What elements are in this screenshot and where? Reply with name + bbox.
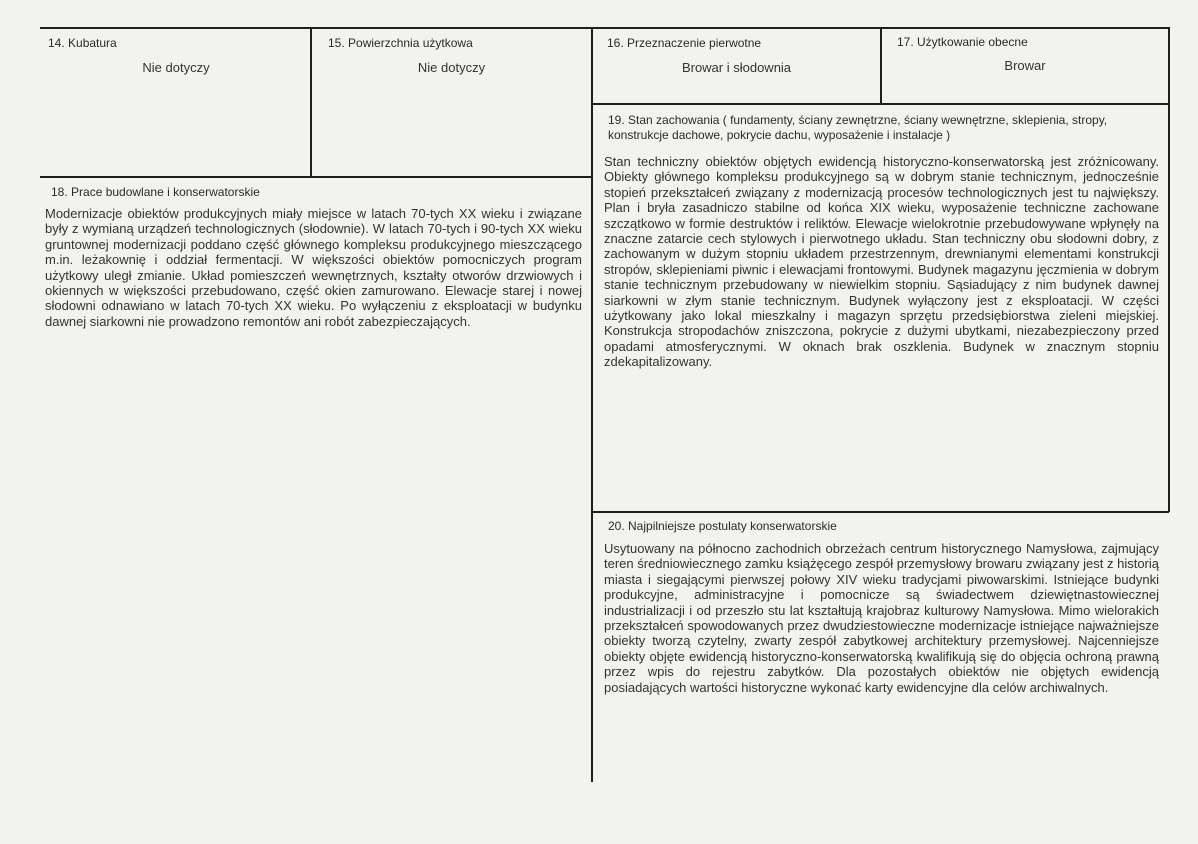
field-16-label: 16. Przeznaczenie pierwotne [607,36,762,50]
field-14-label: 14. Kubatura [48,36,117,50]
field-18-label: 18. Prace budowlane i konserwatorskie [51,185,260,199]
col-divider-14-15 [310,27,312,177]
field-19-label: 19. Stan zachowania ( fundamenty, ściany zewnętrzne, ściany wewnętrzne, sklepienia, stropy, konstrukcje dachowe, pokrycie dachu, wyposażenie i instalacje ) [608,113,1108,142]
field-17-value: Browar [1004,58,1046,73]
field-20-text: Usytuowany na północno zachodnich obrzeżach centrum historycznego Namysłowa, zajmujący teren średniowiecznego zamku książęcego zespół przemysłowy browaru związany jest z historią miasta i siegającymi pierwszej połowy XIV wieku tradycjami piwowarskimi. Istniejące budynki produkcyjne, administracyjne i pomocnicze są świadectwem dziewiętnastowiecznej industrializacji i od przeszło stu lat kształtują krajobraz kulturowy Namysłowa. Mimo wielorakich przekształceń spowodowanych przez dwudziestowieczne modernizacje istniejące najważniejsze obiekty tworzą czytelny, zwarty zespół zabytkowej architektury przemysłowej. Najcenniejsze obiekty objęte ewidencją historyczno-konserwatorską kwalifikują się do objęcia ochroną prawną przez wpis do rejestru zabytków. Dla pozostałych obiektów nie objętych ewidencją posiadających wartości historyczne wykonać karty ewidencyjne dla celów archiwalnych. [604,541,1159,695]
field-14-value: Nie dotyczy [142,60,210,75]
top-border [40,27,1169,29]
field-18-text: Modernizacje obiektów produkcyjnych miały miejsce w latach 70-tych XX wieku i związane były z wymianą urządzeń technologicznych (słodownie). W latach 70-tych i 90-tych XX wieku gruntownej modernizacji poddano część głównego kompleksu produkcyjnego mieszczącego m.in. leżakownię i oddział fermentacji. W większości obiektów pomocniczych program użytkowy uległ zmianie. Układ pomieszczeń wewnętrznych, kształty otworów drzwiowych i okiennych w większości przebudowano, część okien zamurowano. Elewacje starej i nowej słodowni odnawiano w latach 70-tych XX wieku. Po wyłączeniu z eksploatacji w budynku dawnej siarkowni nie prowadzono remontów ani robót zabezpieczających. [45,206,582,329]
row-divider-right-mid [592,511,1169,513]
field-19-text: Stan techniczny obiektów objętych ewidencją historyczno-konserwatorską jest zróżnicowany. Obiekty głównego kompleksu produkcyjnego są w dobrym stanie technicznym, jednocześnie stopień przekształceń związany z modernizacją procesów technologicznych jest tu największy. Plan i bryła zasadniczo stabilne od końca XIX wieku, wyposażenie techniczne zachowane szczątkowo w formie destruktów i reliktów. Elewacje wielokrotnie przebudowywane wpłynęły na znaczne zatarcie cech stylowych i pierwotnego układu. Stan techniczny obu słodowni dobry, z zachowanym w dużym stopniu układem przestrzennym, drewnianymi elementami konstrukcji stropów, sklepieniami piwnic i elewacjami frontowymi. Budynek magazynu jęczmienia w dobrym stanie technicznym przebudowany w niewielkim stopniu. Sąsiadujący z nim budynek dawnej siarkowni w złym stanie technicznym. Budynek wyłączony jest z eksploatacji. W części użytkowany jako lokal mieszkalny i magazyn sprzętu przedsiębiorstwa zieleni miejskiej. Konstrukcja stropodachów zniszczona, pokrycie z dużymi ubytkami, niezabezpieczony przed opadami atmosferycznymi. W oknach brak oszklenia. Budynek w znacznym stopniu zdekapitalizowany. [604,154,1159,370]
col-divider-main [591,27,593,782]
field-20-label: 20. Najpilniejsze postulaty konserwatorskie [608,519,837,533]
field-15-label: 15. Powierzchnia użytkowa [328,36,473,50]
field-16-value: Browar i słodownia [681,60,792,75]
field-17-label: 17. Użytkowanie obecne [897,35,1028,49]
field-15-value: Nie dotyczy [417,60,486,75]
right-border [1168,27,1170,512]
row-divider-left [40,176,592,178]
